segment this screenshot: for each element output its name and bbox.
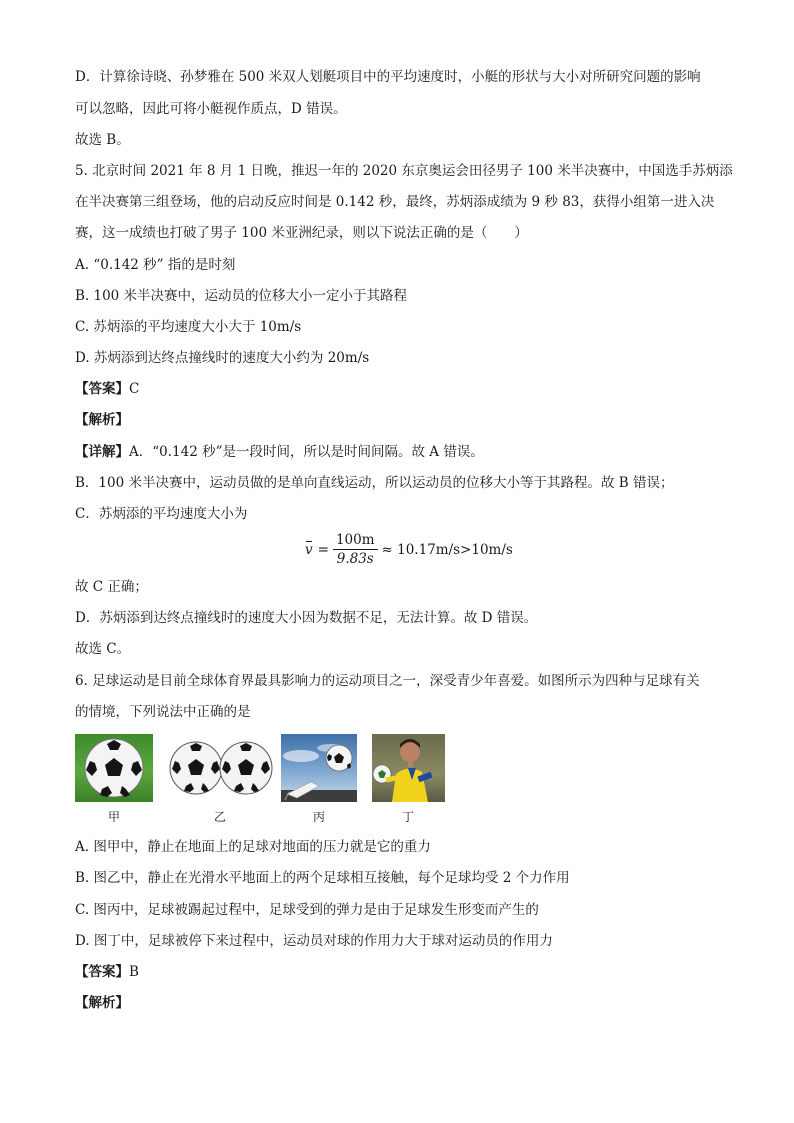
- figure-jia-caption: 甲: [108, 810, 121, 824]
- formula-numerator: 100m: [333, 532, 378, 550]
- average-speed-formula: [305, 530, 513, 570]
- detail-line: 故选 C。: [75, 641, 131, 657]
- two-soccer-balls-icon: [168, 734, 274, 802]
- formula-rhs: ≈ 10.17m/s>10m/s: [381, 542, 513, 558]
- question-6-text: 的情境，下列说法中正确的是: [75, 704, 251, 720]
- detail-line: [75, 443, 484, 461]
- formula-fraction: [333, 532, 378, 568]
- question-6-text: 6. 足球运动是目前全球体育界最具影响力的运动项目之一，深受青少年喜爱。如图所示为四种与足球有关: [75, 673, 700, 689]
- kicked-ball-icon: [281, 734, 357, 802]
- option-b: B. 图乙中，静止在光滑水平地面上的两个足球相互接触，每个足球均受 2 个力作用: [75, 870, 570, 886]
- figure-jia-image: [75, 734, 153, 802]
- answer-value: C: [129, 381, 140, 397]
- detail-tag: 【详解】: [75, 444, 129, 460]
- option-c: C. 图丙中，足球被踢起过程中，足球受到的弹力是由于足球发生形变而产生的: [75, 902, 539, 918]
- detail-line: C．苏炳添的平均速度大小为: [75, 506, 248, 522]
- text-line: 故选 B。: [75, 132, 130, 148]
- figure-yi-image: [168, 734, 274, 802]
- answer-line: [75, 963, 139, 981]
- formula-lhs: v: [305, 542, 313, 558]
- answer-tag: 【答案】: [75, 381, 129, 397]
- figure-ding-image: [372, 734, 445, 802]
- option-a: A. 图甲中，静止在地面上的足球对地面的压力就是它的重力: [75, 839, 431, 855]
- question-5-text: 5. 北京时间 2021 年 8 月 1 日晚，推迟一年的 2020 东京奥运会田径男子 100 米半决赛中，中国选手苏炳添: [75, 163, 733, 179]
- figure-bing-caption: 丙: [313, 810, 326, 824]
- text-line: D．计算徐诗晓、孙梦雅在 500 米双人划艇项目中的平均速度时，小艇的形状与大小对所研究问题的影响: [75, 69, 701, 85]
- option-d: D. 苏炳添到达终点撞线时的速度大小约为 20m/s: [75, 350, 370, 366]
- option-c: C. 苏炳添的平均速度大小大于 10m/s: [75, 319, 302, 335]
- answer-tag: 【答案】: [75, 964, 129, 980]
- text-line: 可以忽略，因此可将小艇视作质点，D 错误。: [75, 101, 347, 117]
- question-5-text: 赛，这一成绩也打破了男子 100 米亚洲纪录，则以下说法正确的是（ ）: [75, 225, 528, 241]
- detail-line: D．苏炳添到达终点撞线时的速度大小因为数据不足，无法计算。故 D 错误。: [75, 610, 538, 626]
- question-5-text: 在半决赛第三组登场，他的启动反应时间是 0.142 秒，最终，苏炳添成绩为 9 秒 83，获得小组第一进入决: [75, 194, 715, 210]
- option-b: B. 100 米半决赛中，运动员的位移大小一定小于其路程: [75, 288, 408, 304]
- player-stopping-ball-icon: [372, 734, 445, 802]
- soccer-ball-icon: [75, 734, 153, 802]
- detail-text: A．“0.142 秒”是一段时间，所以是时间间隔。故 A 错误。: [129, 444, 484, 460]
- formula-denominator: 9.83s: [336, 551, 374, 567]
- answer-line: [75, 380, 139, 398]
- detail-line: 故 C 正确；: [75, 579, 148, 595]
- analysis-tag: 【解析】: [75, 412, 129, 428]
- answer-value: B: [129, 964, 139, 980]
- option-d: D. 图丁中，足球被停下来过程中，运动员对球的作用力大于球对运动员的作用力: [75, 933, 553, 949]
- figure-yi-caption: 乙: [214, 810, 227, 824]
- figure-ding-caption: 丁: [402, 810, 415, 824]
- analysis-tag: 【解析】: [75, 995, 129, 1011]
- formula-eq: =: [317, 542, 329, 558]
- option-a: A. “0.142 秒” 指的是时刻: [75, 257, 236, 273]
- detail-line: B．100 米半决赛中，运动员做的是单向直线运动，所以运动员的位移大小等于其路程。故 B 错误；: [75, 475, 674, 491]
- figure-bing-image: [281, 734, 357, 802]
